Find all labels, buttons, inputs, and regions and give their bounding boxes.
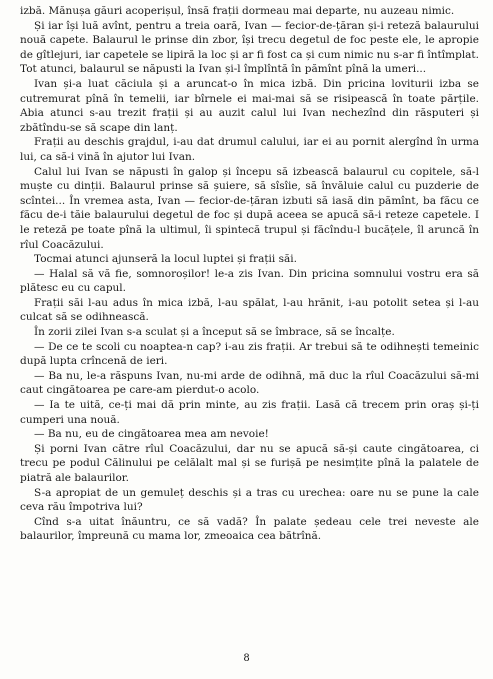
paragraph: Ivan și-a luat căciula și a aruncat-o în mica izbă. Din pricina loviturii izba se cutremurat pînă în temelii, iar bîrnele ei mai-mai să se risipească în toate părțile. Abia atunci s-au trezit frații și au auzit calul lui Ivan nechezînd din răsputeri și zbătîndu-se să scape din lanț.: [20, 77, 479, 134]
page-number: 8: [243, 653, 250, 664]
paragraph: Frații au deschis grajdul, i-au dat drumul calului, iar ei au pornit alergînd în urma lui, ca să-i vină în ajutor lui Ivan.: [20, 136, 479, 163]
dialogue-line: — Ba nu, eu de cingătoarea mea am nevoie!: [34, 428, 269, 441]
paragraph: Și iar își luă avînt, pentru a treia oară, Ivan — fecior-de-țăran și-i reteză balaurului nouă capete. Balaurul le prinse din zbor, își trecu degetul de foc peste ele, le apropie de gîtlejuri, iar capetele se lipiră la loc și ar fi fost ca și cum nimic nu s-ar fi întîmplat. Tot atunci, balaurul se năpusti la Ivan și-l împlîntă în pămînt pînă la umeri...: [20, 19, 479, 76]
paragraph: S-a apropiat de un gemuleț deschis și a tras cu urechea: oare nu se pune la cale ceva rău împotriva lui?: [20, 486, 479, 514]
page-body-text: [20, 4, 479, 544]
dialogue-line: — Halal să vă fie, somnoroșilor! le-a zis Ivan. Din pricina somnului vostru era să plătesc eu cu capul.: [20, 267, 479, 295]
paragraph: izbă. Mănușa găuri acoperișul, însă frații dormeau mai departe, nu auzeau nimic.: [20, 5, 455, 17]
paragraph: Calul lui Ivan se năpusti în galop și începu să izbească balaurul cu copitele, să-l muște cu dinții. Balaurul prinse să șuiere, să sîsîie, să învăluie calul cu puzderie de scîntei... În vremea asta, Ivan — fecior-de-țăran izbuti să iasă din pămînt, ba făcu ce făcu de-i tăie balaurului degetul de foc și după aceea se apucă să-i reteze capetele. I le reteză pe toate pînă la ultimul, îi spintecă trupul și făcîndu-l bucățele, îl aruncă în rîul Coacăzului.: [20, 165, 479, 251]
paragraph: În zorii zilei Ivan s-a sculat și a început să se îmbrace, să se încalțe.: [34, 326, 395, 339]
paragraph: Frații săi l-au adus în mica izbă, l-au spălat, l-au hrănit, i-au potolit setea și l-au culcat să se odihnească.: [20, 296, 479, 324]
paragraph: Și porni Ivan către rîul Coacăzului, dar nu se apucă să-și caute cingătoarea, ci trecu pe podul Călinului pe celălalt mal și se furișă pe nesimțite pînă la palatele de piatră ale balaurilor.: [20, 442, 479, 484]
paragraph: Cînd s-a uitat înăuntru, ce să vadă? În palate ședeau cele trei neveste ale balaurilor, împreună cu mama lor, zmeoaica cea bătrînă.: [20, 515, 479, 543]
dialogue-line: — De ce te scoli cu noaptea-n cap? i-au zis frații. Ar trebui să te odihnești temeinic după lupta crîncenă de ieri.: [20, 340, 479, 368]
dialogue-line: — Ba nu, le-a răspuns Ivan, nu-mi arde de odihnă, mă duc la rîul Coacăzului să-mi caut cingătoarea pe care-am pierdut-o acolo.: [20, 369, 479, 397]
paragraph: Tocmai atunci ajunseră la locul luptei și frații săi.: [34, 253, 297, 266]
dialogue-line: — Ia te uită, ce-ți mai dă prin minte, au zis frații. Lasă că trecem prin oraș și-ți cumperi una nouă.: [20, 399, 479, 426]
